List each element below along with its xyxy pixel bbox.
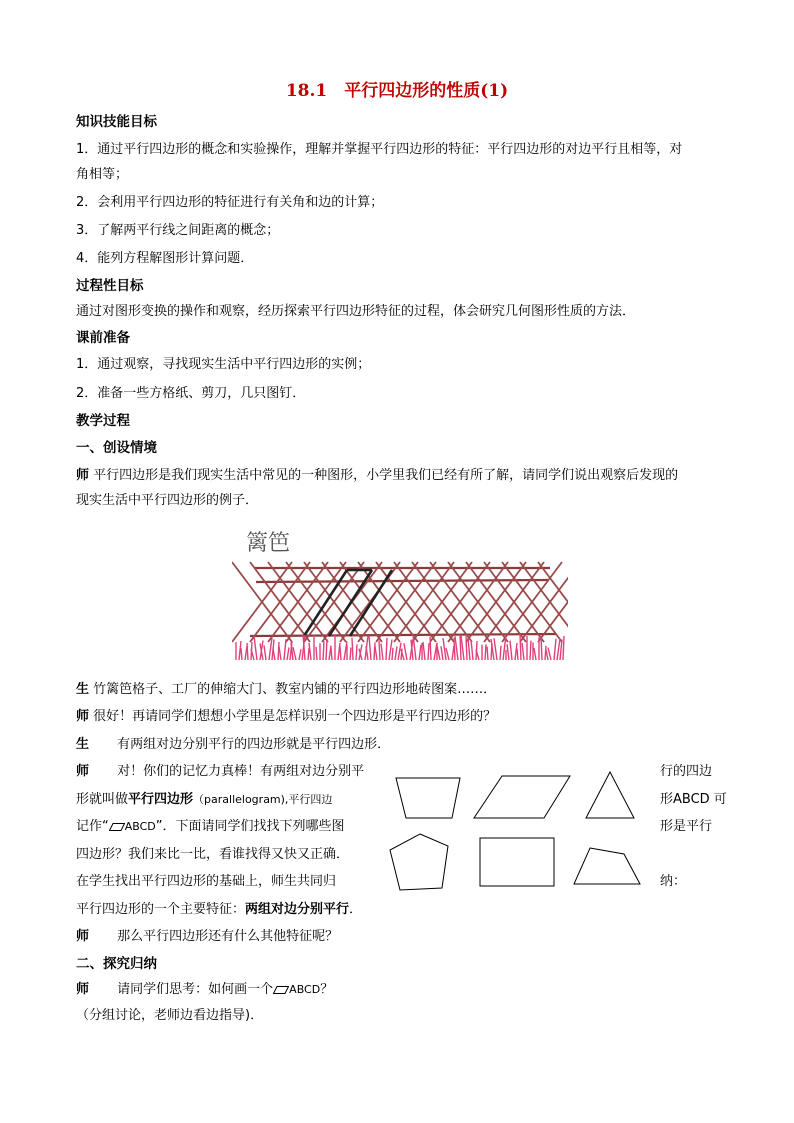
grass-blade [404,643,407,660]
grass-blade [386,638,387,660]
grass-blade [500,646,501,660]
grass-blade [487,647,488,660]
grass-blade [466,636,467,660]
grass-blade [534,648,536,660]
grass-blade [273,649,275,660]
grass-blade [284,639,286,660]
grass-blade [291,642,293,660]
teacher-line-3b-right: 形ABCD 可 [660,792,727,807]
dialogue-text: 有两组对边分别平行的四边形就是平行四边形． [117,737,391,752]
grass-blade [563,636,564,660]
grass-blade [428,643,429,660]
rectangle-shape [480,838,554,886]
grass-blade [279,646,281,660]
dialogue-text: 请同学们思考：如何画一个 [117,982,274,997]
grass-blade [369,636,371,660]
grass-blade [545,646,546,660]
knowledge-item-2: 2．会利用平行四边形的特征进行有关角和边的计算； [76,195,384,210]
grass-blade [423,642,425,660]
section-heading-teaching: 教学过程 [76,413,130,429]
grass-blade [507,644,509,660]
grass-blade [316,647,317,660]
grass-blade [356,644,357,660]
grass-blade [299,649,301,660]
dialogue-text: ？ [320,982,334,997]
grass-blade [430,637,431,660]
knowledge-item-4: 4．能列方程解图形计算问题． [76,251,254,266]
grass-blade [485,644,486,660]
grass-blade [254,636,257,660]
prep-item-1: 1．通过观察，寻找现实生活中平行四边形的实例； [76,357,371,372]
grass-blade [375,646,377,660]
grass-blade [350,648,351,660]
dialogue-text: 很好！再请同学们想想小学里是怎样识别一个四边形是平行四边形的？ [93,709,497,724]
dialogue-text: ”．下面请同学们找找下列哪些图 [155,819,345,834]
grass-blade [381,644,383,660]
grass-blade [441,646,443,660]
page-title: 18.1 平行四边形的性质(1) [285,81,509,101]
speaker-teacher: 师 [76,468,90,483]
grass-blade [517,649,518,660]
speaker-teacher: 师 [76,709,90,724]
grass-blade [419,645,421,660]
knowledge-item-3: 3．了解两平行线之间距离的概念； [76,223,280,238]
grass-blade [395,646,397,660]
grass-blade [443,638,446,660]
grass-blade [510,641,512,660]
prep-item-2: 2．准备一些方格纸、剪刀，几只图钉． [76,386,306,401]
symbol-label: ABCD [124,820,156,833]
grass-blade [494,638,497,660]
grass-blade [454,638,455,660]
dialogue-text: 对！你们的记忆力真棒！有两组对边分别平 [117,764,365,779]
knowledge-item-1: 1．通过平行四边形的概念和实验操作，理解并掌握平行四边形的特征：平行四边形的对边平行且相等，对 [76,142,683,157]
dialogue-text: 平行四边形的一个主要特征： [76,902,246,917]
grass-blade [308,648,309,660]
grass-blade [546,650,548,660]
key-feature: 两组对边分别平行 [245,902,350,917]
parallelogram-symbol-icon [273,986,289,994]
section-heading-knowledge: 知识技能目标 [76,114,157,130]
grass-blade [352,638,353,660]
grass-blade [374,642,375,660]
teacher-note: （分组讨论，老师边看边指导)． [76,1008,264,1023]
dialogue-text: 形就叫做 [76,792,129,807]
grass-blade [557,639,560,660]
dialogue-text: （parallelogram),平行四边 [193,793,333,806]
speaker-teacher: 师 [76,982,90,997]
quadrilateral-shape [574,848,640,884]
grass-blade [560,639,562,660]
teacher-line-1 [76,466,678,486]
term-parallelogram: 平行四边形 [128,792,194,807]
grass-blade [452,646,454,660]
part1-heading: 一、创设情境 [76,440,157,456]
speaker-teacher: 师 [76,929,90,944]
symbol-label: ABCD [289,983,321,996]
trapezoid-shape [396,778,460,818]
section-heading-prep: 课前准备 [76,330,130,346]
grass-blade [366,646,368,660]
parallelogram-shape [474,776,570,818]
teacher-line-4 [76,927,338,947]
teacher-line-2 [76,707,496,727]
teacher-line-3b [76,790,332,810]
grass-blade [392,648,393,660]
fence-illustration [232,520,568,662]
teacher-line-3e-right: 纳： [660,874,687,889]
student-line-2 [76,735,390,755]
teacher-line-3a-right: 行的四边 [660,764,713,779]
speaker-student: 生 [76,682,90,697]
grass-blade [241,648,242,660]
dialogue-text: 那么平行四边形还有什么其他特征呢？ [117,929,339,944]
grass-blade [247,643,248,660]
teacher-line-3a [76,762,364,782]
teacher-line-3f [76,900,362,920]
speaker-teacher: 师 [76,764,90,779]
triangle-shape [586,772,634,818]
teacher-line-5 [76,980,333,1000]
fence-slat [520,562,568,642]
fence-label: 篱笆 [246,531,291,556]
section-heading-process: 过程性目标 [76,278,144,294]
dialogue-text: ． [349,902,363,917]
fence-slat [520,562,568,642]
grass-blade [530,641,531,660]
grass-blade [520,634,521,660]
teacher-line-3c-right: 形是平行 [660,819,713,834]
grass-blade [278,642,279,660]
knowledge-item-1-cont: 角相等； [76,167,129,182]
shapes-figure [384,766,654,896]
teacher-line-3c [76,817,345,837]
teacher-line-3d: 四边形？我们来比一比，看谁找得又快又正确． [76,847,350,862]
teacher-line-1-cont: 现实生活中平行四边形的例子． [76,493,259,508]
grass-blade [548,648,551,660]
grass-blade [522,643,524,660]
parallelogram-symbol-icon [109,823,125,831]
grass-blade [471,640,473,660]
process-text: 通过对图形变换的操作和观察，经历探索平行四边形特征的过程，体会研究几何图形性质的方法． [76,304,636,319]
dialogue-text: 竹篱笆格子、工厂的伸缩大门、教室内铺的平行四边形地砖图案……． [93,682,497,697]
speaker-student: 生 [76,737,90,752]
part2-heading: 二、探究归纳 [76,956,157,972]
grass-blade [326,639,327,660]
student-line-1 [76,680,496,700]
grass-blade [340,646,341,660]
grass-blade [331,647,332,660]
grass-blade [287,647,289,660]
teacher-line-3e: 在学生找出平行四边形的基础上，师生共同归 [76,874,337,889]
grass-blade [541,636,542,660]
grass-blade [323,641,324,660]
grass-blade [554,639,556,660]
grass-blade [379,640,380,660]
grass-blade [309,643,311,660]
grass-blade [468,638,470,660]
grass-blade [264,645,266,660]
dialogue-text: 记作“ [76,819,109,834]
pentagon-shape [390,834,448,890]
dialogue-text: 平行四边形是我们现实生活中常见的一种图形，小学里我们已经有所了解，请同学们说出观察后发现的 [93,468,679,483]
